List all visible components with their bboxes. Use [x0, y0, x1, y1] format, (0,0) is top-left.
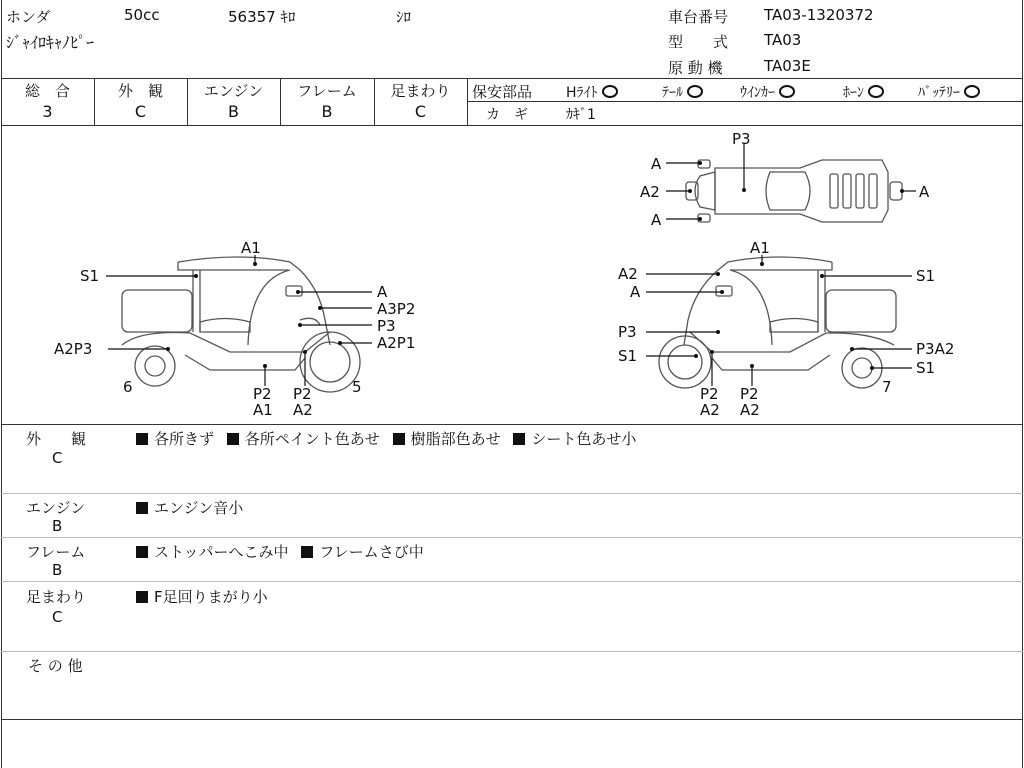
grade-engine-value: B — [228, 102, 239, 121]
right-view-label-a1: A1 — [750, 239, 770, 257]
comment-suspension-items: F足回りまがり小 — [136, 586, 268, 607]
engine-value: TA03E — [764, 57, 811, 75]
top-view-label-p3: P3 — [732, 130, 751, 148]
left-view-label-a1-bottom: A1 — [253, 401, 273, 419]
comment-frame-grade: B — [52, 561, 63, 579]
comment-frame-items: ストッパーへこみ中 フレームさび中 — [136, 541, 424, 562]
bullet-square-icon — [136, 502, 148, 514]
left-view-label-p2-2: P2 — [293, 385, 312, 403]
top-view-label-a2: A2 — [640, 183, 660, 201]
right-view-label-p3a2: P3A2 — [916, 340, 955, 358]
comment-engine-label: エンジン — [26, 499, 86, 517]
ok-circle-icon — [602, 85, 618, 98]
right-view-label-p2-1: P2 — [700, 385, 719, 403]
key-label: カ ギ — [486, 107, 528, 123]
left-view-label-s1: S1 — [80, 267, 100, 285]
right-view-label-a2-bottom-1: A2 — [700, 401, 720, 419]
left-view-label-5: 5 — [352, 378, 362, 396]
bullet-square-icon — [393, 433, 405, 445]
top-view-label-a-top: A — [651, 155, 662, 173]
type-value: TA03 — [764, 31, 802, 49]
right-view-label-s1-right: S1 — [916, 359, 936, 377]
left-view-label-a2p1: A2P1 — [377, 334, 416, 352]
engine-cc: 50cc — [124, 6, 160, 24]
left-view-label-a1: A1 — [241, 239, 261, 257]
comment-engine-items: エンジン音小 — [136, 497, 243, 518]
grade-suspension-value: C — [414, 102, 427, 121]
top-view-drawing — [686, 160, 902, 222]
engine-label: 原 動 機 — [668, 59, 723, 77]
grade-overall-value: 3 — [42, 102, 53, 121]
type-label: 型 式 — [668, 33, 729, 51]
frame-no: TA03-1320372 — [764, 6, 874, 24]
safety-item-horn: ﾎｰﾝ — [843, 82, 884, 102]
right-view-label-s1-left: S1 — [618, 347, 638, 365]
bullet-square-icon — [301, 546, 313, 558]
comment-exterior-grade: C — [52, 449, 63, 467]
comment-other-label: そ の 他 — [28, 657, 83, 675]
grade-suspension-label: 足まわり — [390, 82, 451, 100]
left-view-label-p2-1: P2 — [253, 385, 272, 403]
left-view-label-a3p2: A3P2 — [377, 300, 416, 318]
left-view-label-a: A — [377, 283, 388, 301]
safety-item-tail: ﾃｰﾙ — [662, 82, 703, 102]
bullet-square-icon — [136, 433, 148, 445]
bullet-square-icon — [136, 546, 148, 558]
color: ｼﾛ — [396, 8, 412, 26]
comment-suspension-grade: C — [52, 608, 63, 626]
grade-frame-value: B — [321, 102, 333, 121]
ok-circle-icon — [964, 85, 980, 98]
right-view-label-a2: A2 — [618, 265, 638, 283]
right-view-label-s1-top: S1 — [916, 267, 936, 285]
safety-item-headlight: Hﾗｲﾄ — [566, 82, 618, 102]
comment-engine-grade: B — [52, 517, 63, 535]
left-view-label-p3: P3 — [377, 317, 396, 335]
frame-no-label: 車台番号 — [668, 8, 729, 26]
right-view-label-7: 7 — [882, 378, 892, 396]
safety-parts-label: 保安部品 — [472, 83, 533, 101]
right-view-label-p3: P3 — [618, 323, 637, 341]
comment-exterior-items: 各所きず 各所ペイント色あせ 樹脂部色あせ シート色あせ小 — [136, 428, 636, 449]
top-view-label-a-bottom: A — [651, 211, 662, 229]
left-view-label-a2-bottom: A2 — [293, 401, 313, 419]
safety-item-battery: ﾊﾞｯﾃﾘｰ — [918, 82, 980, 102]
ok-circle-icon — [687, 85, 703, 98]
grade-exterior-value: C — [134, 102, 147, 121]
maker: ホンダ — [6, 8, 51, 26]
bullet-square-icon — [513, 433, 525, 445]
right-view-label-p2-2: P2 — [740, 385, 759, 403]
model-name: ｼﾞｬｲﾛｷｬﾉﾋﾟｰ — [6, 33, 95, 52]
comment-exterior-label: 外 観 — [26, 430, 87, 448]
right-side-view-drawing — [659, 257, 896, 388]
mileage: 56357 ｷﾛ — [228, 8, 296, 26]
grade-overall-label: 総 合 — [24, 82, 70, 100]
right-view-label-a: A — [630, 283, 641, 301]
ok-circle-icon — [779, 85, 795, 98]
comment-frame-label: フレーム — [26, 543, 86, 561]
bullet-square-icon — [227, 433, 239, 445]
damage-diagram — [0, 126, 1024, 424]
left-view-label-6: 6 — [123, 378, 133, 396]
grade-exterior-label: 外 観 — [117, 82, 163, 100]
grade-frame-label: フレーム — [297, 82, 357, 100]
left-view-label-a2p3: A2P3 — [54, 340, 93, 358]
bullet-square-icon — [136, 591, 148, 603]
grade-engine-label: エンジン — [203, 82, 264, 100]
ok-circle-icon — [868, 85, 884, 98]
right-view-label-a2-bottom-2: A2 — [740, 401, 760, 419]
comment-suspension-label: 足まわり — [26, 588, 87, 606]
top-view-label-a-right: A — [919, 183, 930, 201]
key-value: ｶｷﾞ1 — [566, 107, 596, 123]
safety-item-winker: ｳｲﾝｶｰ — [740, 82, 795, 102]
